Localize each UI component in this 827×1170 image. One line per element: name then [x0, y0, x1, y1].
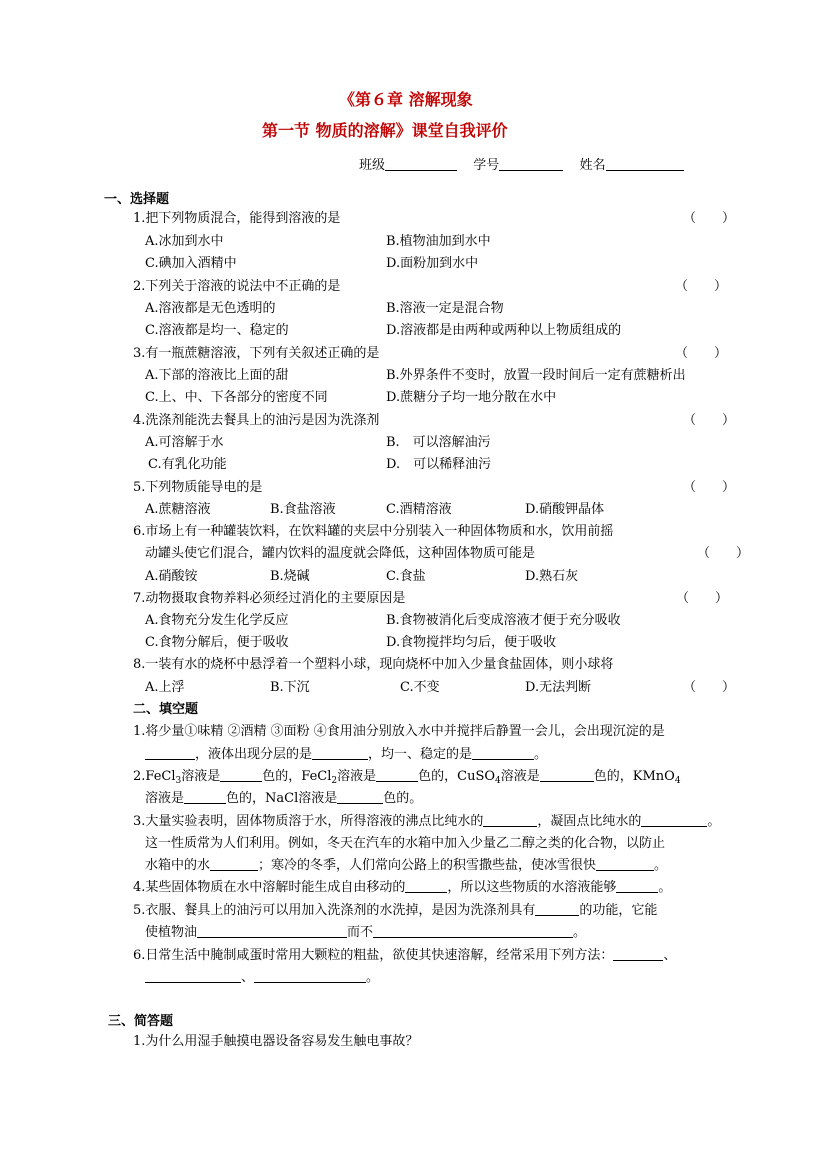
- title-line-1: 《第６章 溶解现象: [339, 90, 473, 109]
- q3-answer-paren[interactable]: （ ）: [675, 346, 728, 361]
- fill-q4-text-b: ，所以这些物质的水溶液能够: [447, 880, 617, 895]
- q5-option-a: A.蔗糖溶液: [145, 502, 211, 517]
- fill-q2-formula-4: 色的，KMnO: [593, 769, 675, 784]
- q6-stem-line-1: 6.市场上有一种罐装饮料，在饮料罐的夹层中分别装入一种固体物质和水，饮用前摇: [133, 524, 614, 539]
- fill-q3-blank-3[interactable]: [210, 857, 258, 871]
- q6-option-a: A.硝酸铵: [145, 569, 198, 584]
- fill-q4-blank-1[interactable]: [405, 879, 447, 893]
- fill-q2-blank-1[interactable]: [220, 768, 262, 782]
- fill-q6-blank-3[interactable]: [254, 969, 366, 983]
- fill-q1-text-a: ，液体出现分层的是: [195, 747, 313, 762]
- q4-stem: 4.洗涤剂能洗去餐具上的油污是因为洗涤剂: [133, 413, 380, 428]
- q8-answer-paren[interactable]: （ ）: [683, 680, 736, 695]
- fill-q2-sub-4: 4: [674, 776, 681, 786]
- q4-option-b: B. 可以溶解油污: [386, 435, 491, 450]
- fill-q2-text-5: 色的，NaCl溶液是: [226, 791, 338, 806]
- q6-option-d: D.熟石灰: [525, 569, 579, 584]
- fill-q1-blank-2[interactable]: [312, 746, 368, 760]
- fill-q5-text-a: 5.衣服、餐具上的油污可以用加入洗涤剂的水洗掉，是因为洗涤剂具有: [133, 903, 536, 918]
- fill-q2-sub-1: 3: [175, 776, 182, 786]
- fill-q1-text-b: ，均一、稳定的是: [368, 747, 473, 762]
- fill-q6-text-a: 6.日常生活中腌制咸蛋时常用大颗粒的粗盐，欲使其快速溶解，经常采用下列方法：: [133, 948, 614, 963]
- fill-q3-text-b: ，凝固点比纯水的: [537, 814, 642, 829]
- q5-option-c: C.酒精溶液: [386, 502, 452, 517]
- q7-option-a: A.食物充分发生化学反应: [145, 613, 289, 628]
- fill-q2-text-2: 溶液是: [337, 769, 377, 784]
- fill-q2-blank-4[interactable]: [184, 790, 226, 804]
- fill-q2-blank-2[interactable]: [376, 768, 418, 782]
- fill-q6-text-c: 、: [241, 970, 255, 985]
- title-line-2: 第一节 物质的溶解》课堂自我评价: [262, 121, 508, 140]
- q7-option-c: C.食物分解后，便于吸收: [145, 635, 289, 650]
- q6-option-b: B.烧碱: [270, 569, 310, 584]
- fill-q5-blank-2[interactable]: [197, 924, 347, 938]
- q1-answer-paren[interactable]: （ ）: [683, 211, 736, 226]
- q3-option-b: B.外界条件不变时，放置一段时间后一定有蔗糖析出: [386, 368, 686, 383]
- fill-q6-blank-2[interactable]: [145, 969, 241, 983]
- fill-q5-line-2: [145, 923, 586, 943]
- fill-q2-formula-2: 色的，FeCl: [262, 769, 332, 784]
- fill-q3-text-a: 3.大量实验表明，固体物质溶于水，所得溶液的沸点比纯水的: [133, 814, 484, 829]
- fill-q2-sub-3: 4: [495, 776, 501, 786]
- q3-option-d: D.蔗糖分子均一地分散在水中: [386, 390, 557, 405]
- fill-q4-line: [133, 878, 671, 898]
- q8-stem: 8.一装有水的烧杯中悬浮着一个塑料小球，现向烧杯中加入少量食盐固体，则小球将: [133, 657, 614, 672]
- fill-q6-text-b: 、: [663, 948, 677, 963]
- q4-option-d: D. 可以稀释油污: [386, 457, 492, 472]
- q7-stem: 7.动物摄取食物养料必须经过消化的主要原因是: [133, 591, 406, 606]
- section-1-heading: 一、选择题: [104, 192, 170, 207]
- fill-q4-blank-2[interactable]: [616, 879, 658, 893]
- fill-q6-line-1: [133, 946, 676, 966]
- q7-option-b: B.食物被消化后变成溶液才便于充分吸收: [386, 613, 621, 628]
- fill-q4-text-a: 4.某些固体物质在水中溶解时能生成自由移动的: [133, 880, 406, 895]
- fill-q1-line-2: [145, 745, 547, 765]
- q1-option-b: B.植物油加到水中: [386, 234, 491, 249]
- q2-option-c: C.溶液都是均一、稳定的: [145, 323, 289, 338]
- q5-stem: 5.下列物质能导电的是: [133, 480, 263, 495]
- q2-option-d: D.溶液都是由两种或两种以上物质组成的: [386, 323, 622, 338]
- fill-q3-text-f: 。: [654, 858, 668, 873]
- q1-option-d: D.面粉加到水中: [386, 256, 479, 271]
- fill-q3-blank-1[interactable]: [483, 813, 537, 827]
- fill-q2-sub-2: 2: [331, 776, 338, 786]
- fill-q3-text-e: ；寒冷的冬季，人们常向公路上的积雪撒些盐，使冰雪很快: [258, 858, 597, 873]
- fill-q4-text-c: 。: [658, 880, 672, 895]
- q4-answer-paren[interactable]: （ ）: [683, 413, 736, 428]
- q3-option-a: A.下部的溶液比上面的甜: [145, 368, 289, 383]
- fill-q3-blank-2[interactable]: [641, 813, 707, 827]
- q8-option-a: A.上浮: [145, 680, 185, 695]
- q2-answer-paren[interactable]: （ ）: [675, 279, 728, 294]
- fill-q2-text-6: 色的。: [383, 791, 423, 806]
- q4-option-c: C.有乳化功能: [148, 457, 227, 472]
- fill-q5-line-1: [133, 901, 657, 921]
- q1-stem: 1.把下列物质混合，能得到溶液的是: [133, 211, 341, 226]
- fill-q1-line-1: 1.将少量①味精 ②酒精 ③面粉 ④食用油分别放入水中并搅拌后静置一会儿，会出现沉淀的是: [133, 724, 665, 739]
- q8-option-b: B.下沉: [270, 680, 310, 695]
- fill-q2-blank-3[interactable]: [540, 768, 594, 782]
- fill-q5-text-e: 。: [573, 925, 587, 940]
- q4-option-a: A.可溶解于水: [145, 435, 224, 450]
- fill-q1-blank-1[interactable]: [145, 746, 195, 760]
- q1-option-c: C.碘加入酒精中: [145, 256, 237, 271]
- fill-q3-text-c: 。: [707, 814, 721, 829]
- fill-q6-blank-1[interactable]: [613, 947, 663, 961]
- q7-option-d: D.食物搅拌均匀后，便于吸收: [386, 635, 557, 650]
- fill-q2-formula-1: 2.FeCl: [133, 769, 176, 784]
- q6-answer-paren[interactable]: （ ）: [697, 546, 750, 561]
- fill-q3-line-3: [145, 856, 667, 876]
- fill-q2-text-4: 溶液是: [145, 791, 185, 806]
- q2-stem: 2.下列关于溶液的说法中不正确的是: [133, 279, 341, 294]
- fill-q3-line-1: [133, 812, 720, 832]
- fill-q3-text-d: 水箱中的水: [145, 858, 211, 873]
- name-label: 姓名: [579, 158, 606, 173]
- short-answer-q1: 1.为什么用湿手触摸电器设备容易发生触电事故？: [133, 1034, 419, 1049]
- q8-option-c: C.不变: [400, 680, 440, 695]
- fill-q1-blank-3[interactable]: [472, 746, 534, 760]
- fill-q2-text-1: 溶液是: [181, 769, 221, 784]
- q2-option-a: A.溶液都是无色透明的: [145, 301, 276, 316]
- fill-q2-text-3: 溶液是: [500, 769, 540, 784]
- q1-option-a: A.冰加到水中: [145, 234, 224, 249]
- q3-option-c: C.上、中、下各部分的密度不同: [145, 390, 328, 405]
- fill-q2-formula-3: 色的，CuSO: [418, 769, 496, 784]
- fill-q6-line-2: [145, 968, 379, 988]
- fill-q5-text-d: 而不: [347, 925, 374, 940]
- fill-q2-line-2: [145, 789, 422, 809]
- student-info: [359, 156, 684, 176]
- q5-option-b: B.食盐溶液: [270, 502, 336, 517]
- section-3-heading: 三、简答题: [108, 1014, 174, 1029]
- fill-q3-line-2: 这一性质常为人们利用。例如，冬天在汽车的水箱中加入少量乙二醇之类的化合物，以防止: [145, 836, 666, 851]
- class-label: 班级: [359, 158, 386, 173]
- q2-option-b: B.溶液一定是混合物: [386, 301, 504, 316]
- fill-q1-text-c: 。: [534, 747, 548, 762]
- q3-stem: 3.有一瓶蔗糖溶液，下列有关叙述正确的是: [133, 346, 380, 361]
- id-blank[interactable]: [499, 157, 563, 171]
- name-blank[interactable]: [606, 157, 684, 171]
- q6-stem-line-2: 动罐头使它们混合，罐内饮料的温度就会降低，这种固体物质可能是: [145, 546, 536, 561]
- fill-q2-line-1: [133, 767, 681, 787]
- q8-option-d: D.无法判断: [525, 680, 592, 695]
- fill-q6-text-d: 。: [366, 970, 380, 985]
- fill-q5-text-b: 的功能，它能: [579, 903, 658, 918]
- class-blank[interactable]: [385, 157, 457, 171]
- fill-q5-text-c: 使植物油: [145, 925, 198, 940]
- fill-q5-blank-1[interactable]: [535, 902, 579, 916]
- q5-option-d: D.硝酸钾晶体: [525, 502, 605, 517]
- section-2-heading: 二、填空题: [133, 702, 199, 717]
- fill-q5-blank-3[interactable]: [373, 924, 573, 938]
- fill-q3-blank-4[interactable]: [596, 857, 654, 871]
- id-label: 学号: [473, 158, 500, 173]
- q5-answer-paren[interactable]: （ ）: [683, 480, 736, 495]
- fill-q2-blank-5[interactable]: [337, 790, 383, 804]
- q6-option-c: C.食盐: [386, 569, 426, 584]
- q7-answer-paren[interactable]: （ ）: [676, 591, 729, 606]
